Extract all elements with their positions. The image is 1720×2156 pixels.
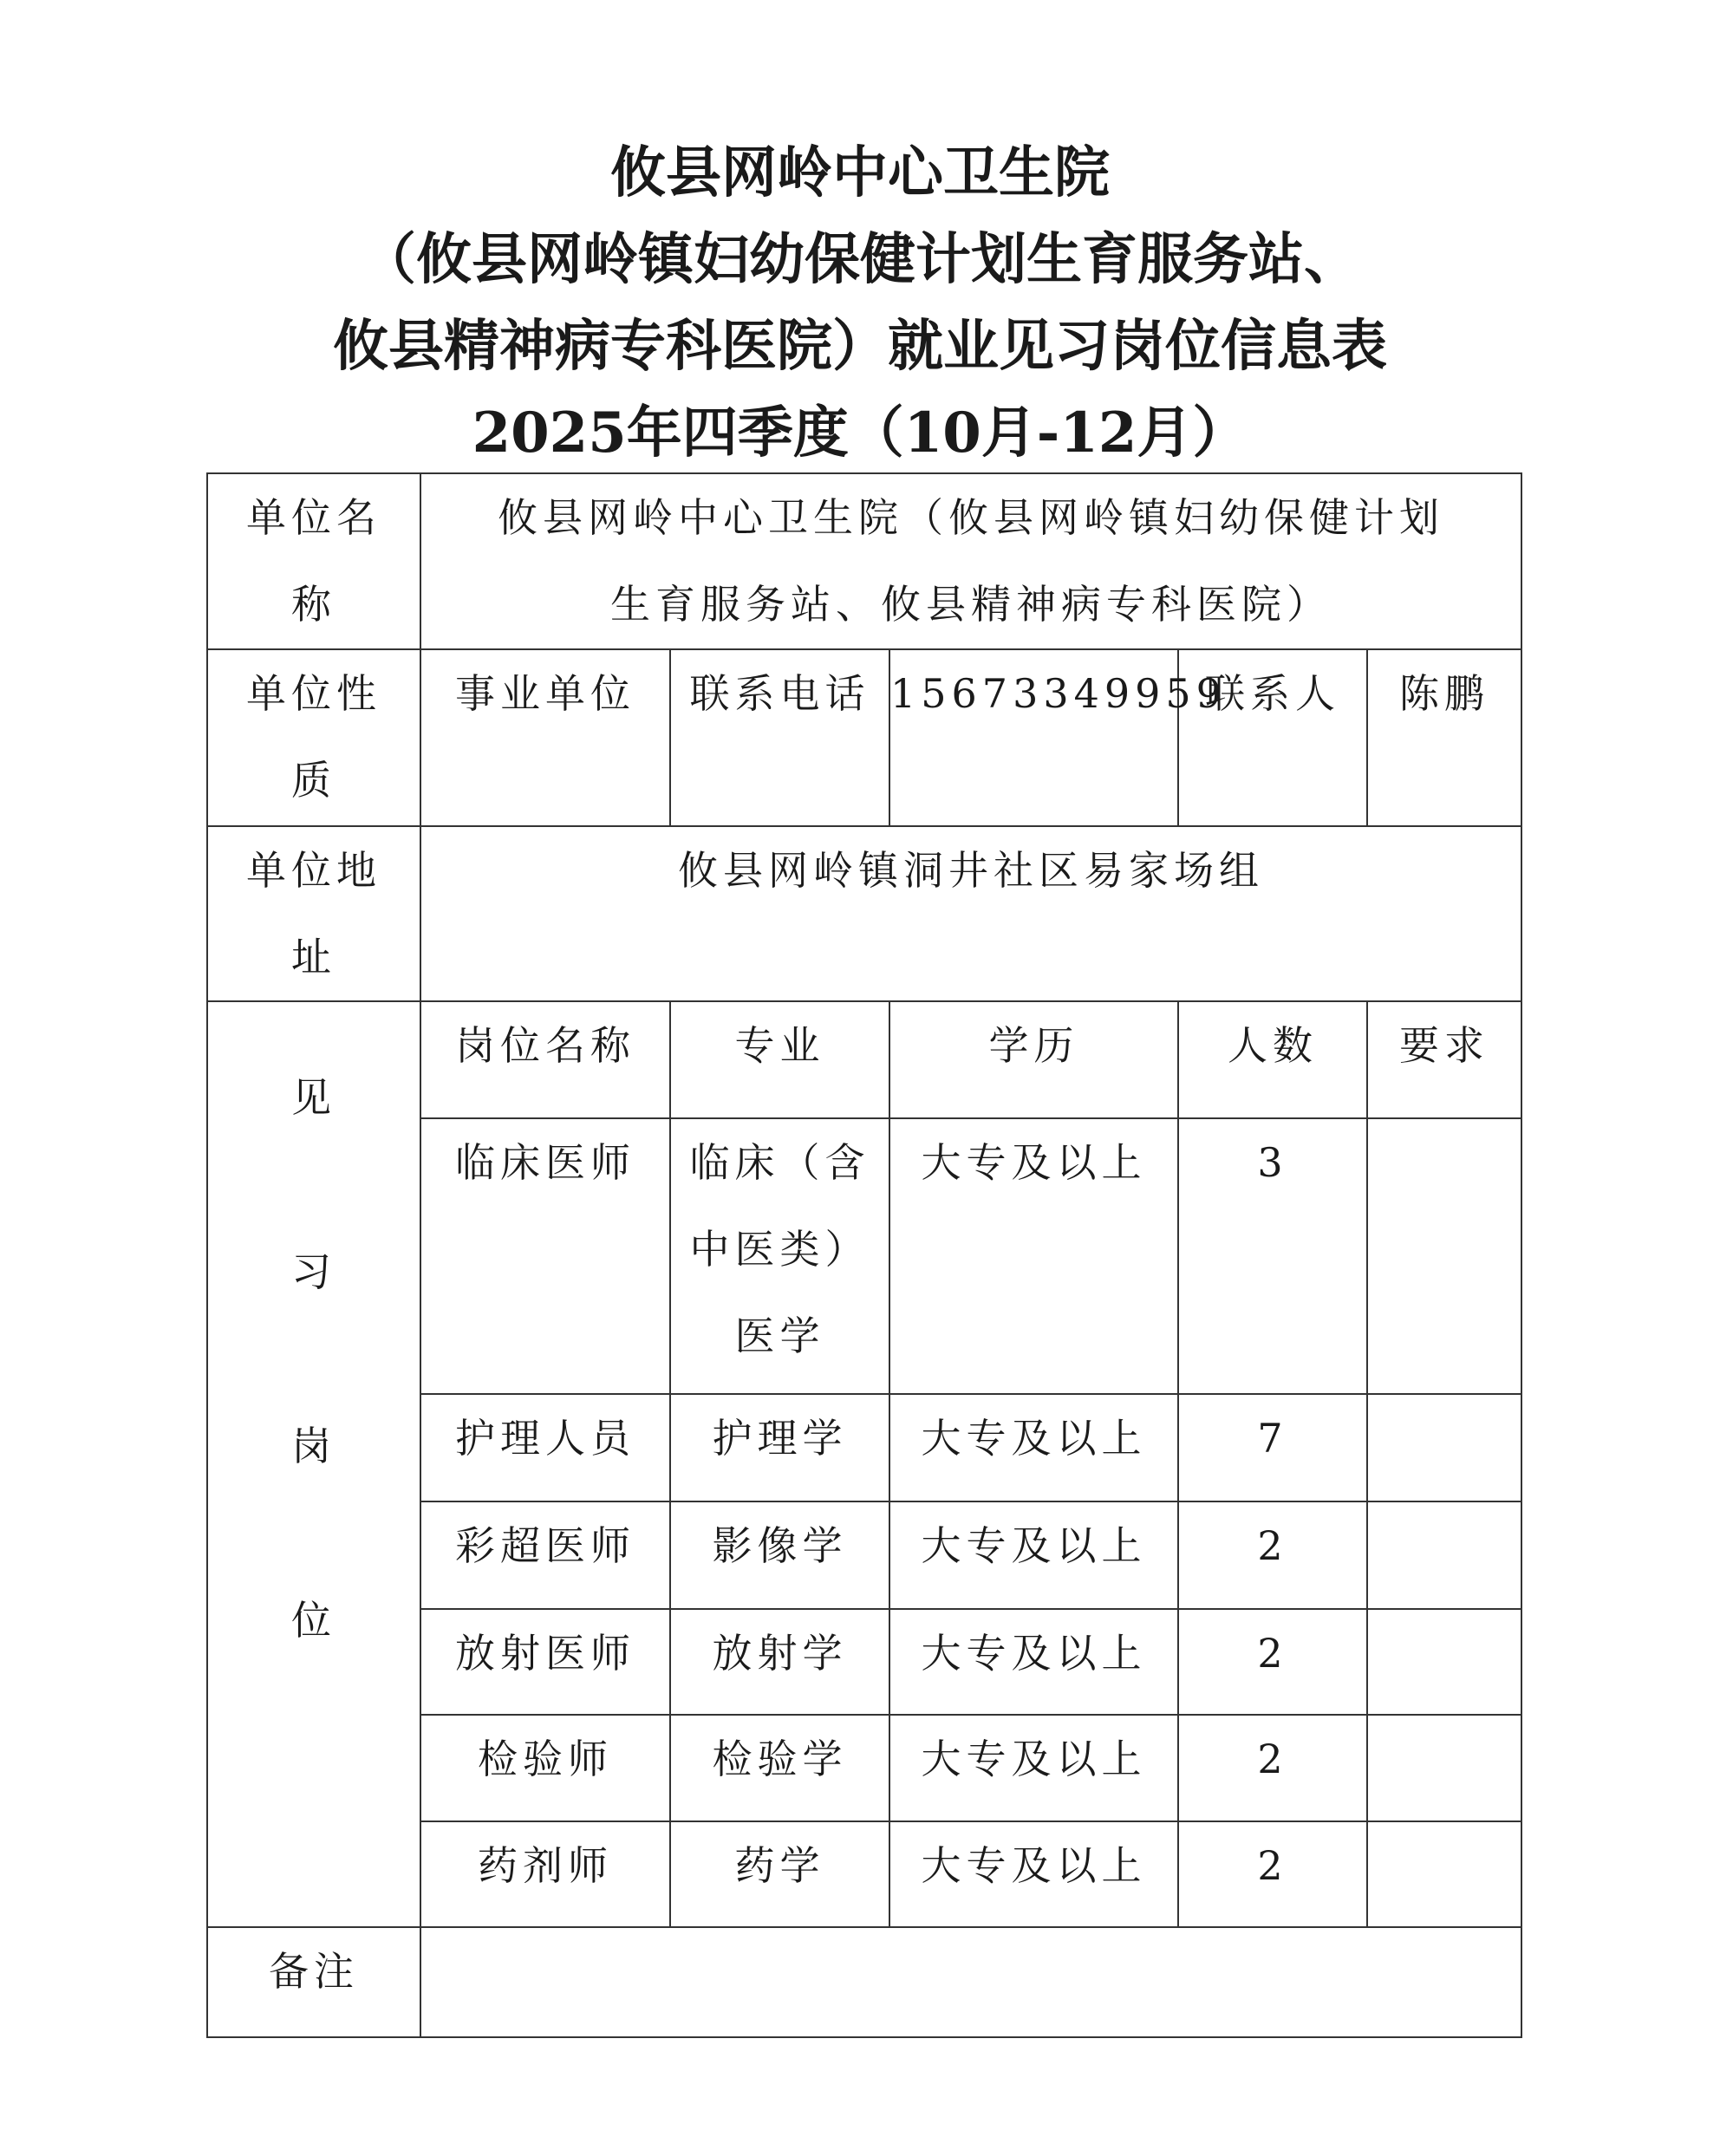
column-header-count: 人数: [1178, 1001, 1367, 1118]
unit-name-value: 攸县网岭中心卫生院（攸县网岭镇妇幼保健计划 生育服务站、攸县精神病专科医院）: [420, 473, 1521, 649]
title-line-3: 攸县精神病专科医院）就业见习岗位信息表: [333, 314, 1387, 379]
position-requirement: [1367, 1501, 1521, 1609]
positions-header-row: [207, 1001, 1521, 1118]
position-requirement: [1367, 1118, 1521, 1394]
position-count: 7: [1178, 1394, 1367, 1501]
position-education: 大专及以上: [889, 1821, 1178, 1927]
position-education: 大专及以上: [889, 1394, 1178, 1501]
remark-value: [420, 1927, 1521, 2037]
position-info-table: [206, 472, 1522, 2038]
contact-value: 陈鹏: [1367, 649, 1521, 826]
unit-name-label: 单位名 称: [207, 473, 420, 649]
unit-nature-row: [207, 649, 1521, 826]
position-count: 2: [1178, 1501, 1367, 1609]
position-name: 临床医师: [420, 1118, 670, 1394]
position-requirement: [1367, 1821, 1521, 1927]
position-count: 2: [1178, 1821, 1367, 1927]
unit-name-row: [207, 473, 1521, 649]
column-header-requirement: 要求: [1367, 1001, 1521, 1118]
position-major: 临床（含 中医类） 医学: [670, 1118, 889, 1394]
position-major: 药学: [670, 1821, 889, 1927]
unit-nature-value: 事业单位: [420, 649, 670, 826]
column-header-position: 岗位名称: [420, 1001, 670, 1118]
position-education: 大专及以上: [889, 1118, 1178, 1394]
position-name: 药剂师: [420, 1821, 670, 1927]
position-major: 护理学: [670, 1394, 889, 1501]
position-name: 检验师: [420, 1715, 670, 1821]
position-name: 放射医师: [420, 1609, 670, 1715]
position-requirement: [1367, 1715, 1521, 1821]
position-requirement: [1367, 1609, 1521, 1715]
title-line-4: 2025年四季度（10月-12月）: [472, 401, 1248, 466]
unit-nature-label: 单位性 质: [207, 649, 420, 826]
column-header-education: 学历: [889, 1001, 1178, 1118]
title-line-1: 攸县网岭中心卫生院: [610, 140, 1110, 205]
position-major: 检验学: [670, 1715, 889, 1821]
unit-address-label: 单位地 址: [207, 826, 420, 1001]
position-count: 2: [1178, 1609, 1367, 1715]
position-education: 大专及以上: [889, 1715, 1178, 1821]
title-line-2: （攸县网岭镇妇幼保健计划生育服务站、: [361, 227, 1359, 292]
remark-row: [207, 1927, 1521, 2037]
position-major: 影像学: [670, 1501, 889, 1609]
position-education: 大专及以上: [889, 1609, 1178, 1715]
unit-address-value: 攸县网岭镇洞井社区易家场组: [420, 826, 1521, 1001]
position-education: 大专及以上: [889, 1501, 1178, 1609]
unit-address-row: [207, 826, 1521, 1001]
position-count: 3: [1178, 1118, 1367, 1394]
contact-label: 联系人: [1178, 649, 1367, 826]
position-name: 护理人员: [420, 1394, 670, 1501]
position-count: 2: [1178, 1715, 1367, 1821]
remark-label: 备注: [207, 1927, 420, 2037]
positions-label: 见 习 岗 位: [207, 1001, 420, 1927]
position-name: 彩超医师: [420, 1501, 670, 1609]
position-requirement: [1367, 1394, 1521, 1501]
position-major: 放射学: [670, 1609, 889, 1715]
column-header-major: 专业: [670, 1001, 889, 1118]
phone-label: 联系电话: [670, 649, 889, 826]
phone-value: 15673349959: [889, 649, 1178, 826]
